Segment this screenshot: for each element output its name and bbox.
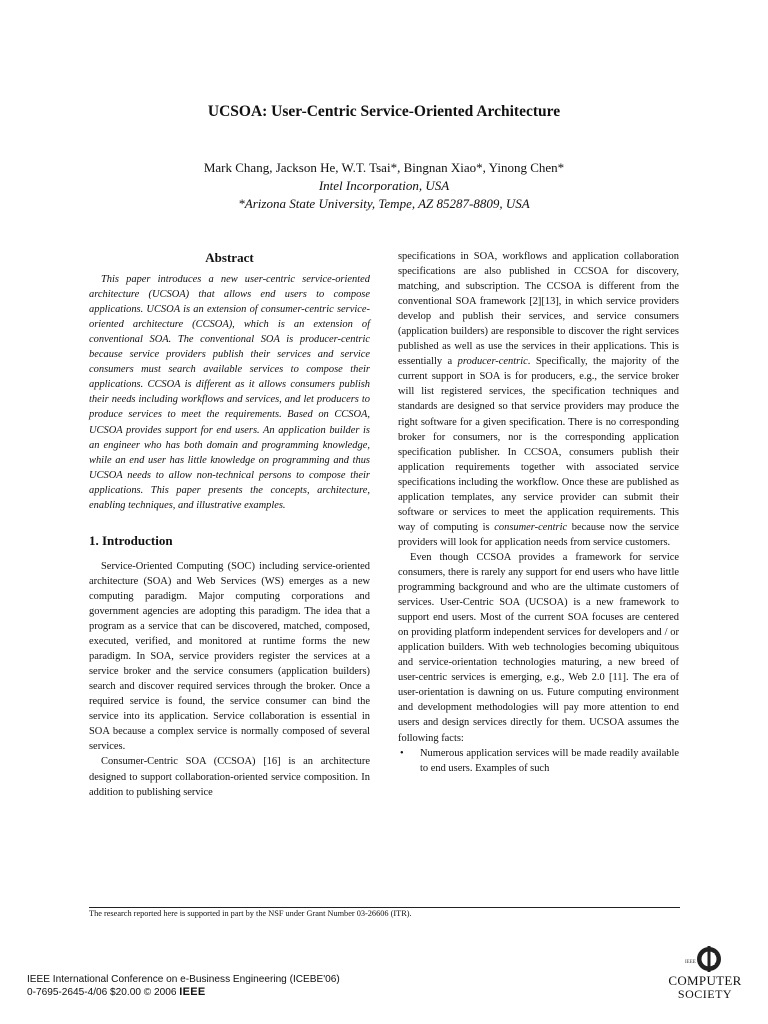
paper-title: UCSOA: User-Centric Service-Oriented Architecture: [207, 103, 561, 120]
paragraph-text: because now the service providers will look for application needs from service customers.: [398, 521, 679, 548]
intro-paragraph-2-start: Consumer-Centric SOA (CCSOA) [16] is an architecture designed to support collaboration-oriented service composition. In addition to publishing service: [89, 756, 370, 798]
paragraph-text: specifications in SOA, workflows and application collaboration specifications are also published in CCSOA for discovery, matching, and subscription. The CCSOA is different from the conventional SOA framework [2][13], in which service providers develop and publish their services, and service consumers (application builders) are responsible to discover the right services published as well as use the services in their applications. This is essentially a: [398, 251, 679, 368]
intro-paragraph-1: Service-Oriented Computing (SOC) including service-oriented architecture (SOA) and Web Services (WS) emerges as a new computing paradigm. Major computing corporations and government agencies are adopting this paradigm. The idea that a program as a service that can be discovered, matched, composed, executed, verified, and monitored at runtime forms the new paradigm. In SOA, service providers register the services at a service broker and the service consumers (application builders) search and discover required services through the broker. Once a required service is found, the service consumer can bind the service into its application. Service collaboration is essential in SOA because a complex service is normally composed of several services.: [89, 560, 370, 753]
cs-small-label: IEEE: [685, 960, 696, 965]
isbn-line: [27, 986, 340, 999]
emphasis-producer-centric: producer-centric: [457, 356, 528, 368]
ieee-logo: IEEE: [179, 986, 206, 998]
bullet-icon: •: [400, 747, 404, 759]
affiliation-asu: *Arizona State University, Tempe, AZ 85287-8809, USA: [238, 196, 530, 211]
author-names: Mark Chang, Jackson He, W.T. Tsai*, Bingnan Xiao*, Yinong Chen*: [203, 160, 565, 175]
paragraph-text: . Specifically, the majority of the current support in SOA is for producers, e.g., the service broker will list registered services, the specification techniques and standards are designed so that service providers may produce the right software for a given specification. There is no corresponding broker for consumers, nor is the corresponding application specification publisher. In CCSOA, consumers publish their application requirements together with associated service specifications including the workflow. Once these are published as application templates, any service provider can submit their software or services to meet the application requirements. This way of computing is: [398, 356, 679, 533]
author-block: [0, 159, 768, 213]
intro-paragraph-3: Even though CCSOA provides a framework for service consumers, there is rarely any support for end users who have little programming background and who are the ultimate customers of services. User-Centric SOA (UCSOA) is a new framework to support end users. Most of the current SOA focuses are centered on providing platform independent services for developers and / or application builders. With web technologies becoming ubiquitous and service-orientation technologies maturing, a new breed of user-centric services is emerging, e.g., Web 2.0 [11]. The era of user-orientation is dawning on us. Future computing environment and development methodologies will pay more attention to end users and design services directly for them. UCSOA assumes the following facts:: [398, 551, 679, 744]
abstract-heading: Abstract: [205, 250, 254, 265]
right-column: [398, 249, 679, 776]
abstract-text: This paper introduces a new user-centric service-oriented architecture (UCSOA) that allows end users to compose applications. UCSOA is an extension of consumer-centric service-oriented architecture (CCSOA), which is an extension of conventional SOA. The conventional SOA is producer-centric because service providers publish their services and service consumers must search available services to compose their applications. CCSOA is different as it allows consumers publish their needs including workflows and services, and let producers to produce services to meet the requirements. Based on CCSOA, UCSOA provides support for end users. An application builder is an engineer who has both domain and programming knowledge, while an end user has little knowledge on programming and thus UCSOA needs to allow non-technical persons to compose their applications. This paper presents the concepts, architecture, enabling techniques, and illustrative examples.: [89, 274, 370, 511]
computer-society-logo: [660, 944, 750, 1018]
footnote: The research reported here is supported in part by the NSF under Grant Number 03-26606 (ITR).: [89, 909, 412, 918]
intro-paragraph-2-continued: [398, 249, 679, 550]
cs-logo-line-1: COMPUTER: [668, 973, 742, 988]
list-item: [398, 746, 679, 776]
introduction-heading: 1. Introduction: [89, 532, 173, 548]
footnote-divider: [89, 907, 680, 908]
cs-logo-line-2: SOCIETY: [677, 987, 733, 1001]
facts-list: [398, 746, 679, 776]
list-item-text: Numerous application services will be made readily available to end users. Examples of such: [420, 747, 679, 774]
emphasis-consumer-centric: consumer-centric: [494, 521, 568, 533]
conference-footer: [27, 973, 340, 999]
conference-name: IEEE International Conference on e-Business Engineering (ICEBE'06): [27, 974, 340, 985]
computer-society-emblem-icon: [683, 944, 727, 974]
affiliation-intel: Intel Incorporation, USA: [318, 178, 450, 193]
isbn-text: 0-7695-2645-4/06 $20.00 © 2006: [27, 987, 177, 998]
left-column: [89, 250, 370, 800]
